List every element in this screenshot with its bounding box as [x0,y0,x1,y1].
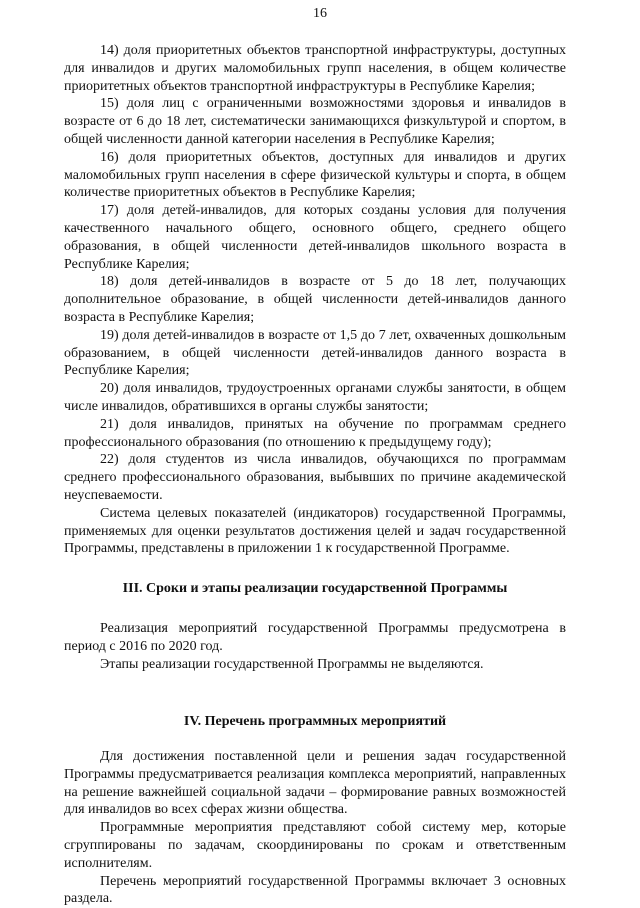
paragraph-goals: Для достижения поставленной цели и решения задач государственной Программы предусматривается реализация комплекса мероприятий, направленных на решение важнейшей социальной задачи – формирование равных возможностей для инвалидов во всех сферах жизни общества. [64,749,566,818]
paragraph-timeline: Реализация мероприятий государственной Программы предусмотрена в период с 2016 по 2020 год. [64,620,566,654]
paragraph-indicator-18: 18) доля детей-инвалидов в возрасте от 5 до 18 лет, получающих дополнительное образование, в общей численности детей-инвалидов данного возраста в Республике Карелия; [64,274,566,325]
document-body [64,42,566,908]
paragraph-indicator-14: 14) доля приоритетных объектов транспортной инфраструктуры, доступных для инвалидов и других маломобильных групп населения, в общем количестве приоритетных объектов транспортной инфраструктуры в Республике Карелия; [64,43,566,94]
paragraph-measures: Программные мероприятия представляют собой систему мер, которые сгруппированы по задачам, скоординированы по срокам и ответственным исполнителям. [64,820,566,871]
paragraph-indicator-system: Система целевых показателей (индикаторов) государственной Программы, применяемых для оценки результатов достижения целей и задач государственной Программы, представлены в приложении 1 к государственной Программе. [64,505,566,557]
paragraph-indicator-15: 15) доля лиц с ограниченными возможностями здоровья и инвалидов в возрасте от 6 до 18 лет, систематически занимающихся физкультурой и спортом, в общей численности данной категории населения в Республике Карелия; [64,96,566,147]
paragraph-indicator-21: 21) доля инвалидов, принятых на обучение по программам среднего профессионального образования (по отношению к предыдущему году); [64,416,566,450]
paragraph-indicator-17: 17) доля детей-инвалидов, для которых созданы условия для получения качественного начального общего, основного общего, среднего общего образования, в общей численности детей-инвалидов школьного возраста в Республике Карелия; [64,203,566,272]
paragraph-stages: Этапы реализации государственной Программы не выделяются. [100,656,484,672]
paragraph-indicator-20: 20) доля инвалидов, трудоустроенных органами службы занятости, в общем числе инвалидов, обратившихся в органы службы занятости; [64,381,566,414]
section-heading-4: IV. Перечень программных мероприятий [183,714,447,730]
page-number: 16 [313,6,327,21]
paragraph-indicator-19: 19) доля детей-инвалидов в возрасте от 1,5 до 7 лет, охваченных дошкольным образованием, в общей численности детей-инвалидов данного возраста в Республике Карелия; [64,327,566,379]
section-heading-3: III. Сроки и этапы реализации государственной Программы [122,581,508,597]
paragraph-indicator-16: 16) доля приоритетных объектов, доступных для инвалидов и других маломобильных групп населения в сфере физической культуры и спорта, в общем количестве приоритетных объектов в Республике Карелия; [64,149,566,201]
paragraph-list-sections: Перечень мероприятий государственной Программы включает 3 основных раздела. [64,873,566,907]
paragraph-indicator-22: 22) доля студентов из числа инвалидов, обучающихся по программам среднего профессионального образования, выбывших по причине академической неуспеваемости. [64,452,566,503]
